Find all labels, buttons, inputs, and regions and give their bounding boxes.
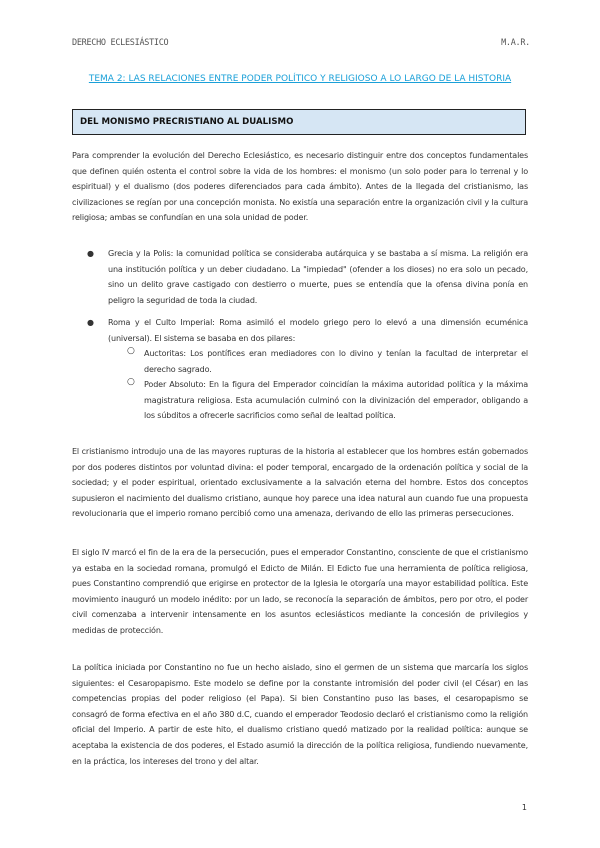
paragraph-constantino: El siglo IV marcó el fin de la era de la persecución, pues el emperador Constantino, consciente de que el cristianismo ya estaba en la sociedad romana, promulgó el Edicto de Milán. El Edicto fue una herramienta de política religiosa, pues Constantino comprendió que erigirse en protector de la Iglesia le otorgaría una mayor estabilidad política. Este movimiento inauguró un modelo inédito: por un lado, se reconocía la separación de ámbitos, pero por otro, el poder civil comenzaba a intervenir intensamente en los asuntos eclesiásticos mediante la concesión de privilegios y medidas de protección. <box>72 548 528 635</box>
sub-bullet-marker: ○ <box>127 346 135 356</box>
running-header-right: M.A.R. <box>501 38 530 48</box>
bullet-grecia: Grecia y la Polis: la comunidad política se consideraba autárquica y se bastaba a sí misma. La religión era una institución política y un deber ciudadano. La "impiedad" (ofender a los dioses) no era solo un pecado, sino un delito grave castigado con destierro o muerte, pues se entendía que la ofensa divina ponía en peligro la seguridad de toda la ciudad. <box>108 249 528 305</box>
paragraph-dualismo: El cristianismo introdujo una de las mayores rupturas de la historia al establecer que los hombres están gobernados por dos poderes distintos por voluntad divina: el poder temporal, encargado de la ordenación política y social de la sociedad; y el poder espiritual, orientado exclusivamente a la salvación eterna del hombre. Estos dos conceptos supusieron el nacimiento del dualismo cristiano, aunque hoy parece una idea natural aun cuando fue una propuesta revolucionaria que el imperio romano percibió como una amenaza, derivando de ello las primeras persecuciones. <box>72 447 528 519</box>
document-title: TEMA 2: LAS RELACIONES ENTRE PODER POLÍTICO Y RELIGIOSO A LO LARGO DE LA HISTORIA <box>88 74 512 84</box>
sub-bullet-marker: ○ <box>127 377 135 387</box>
bullet-marker: ● <box>87 318 94 327</box>
bullet-roma: Roma y el Culto Imperial: Roma asimiló el modelo griego pero lo elevó a una dimensión ecuménica (universal). El sistema se basaba en dos pilares: <box>108 318 528 343</box>
sub-bullet-auctoritas: Auctoritas: Los pontífices eran mediadores con lo divino y tenían la facultad de interpretar el derecho sagrado. <box>144 349 528 374</box>
running-header-left: DERECHO ECLESIÁSTICO <box>72 38 169 48</box>
bullet-marker: ● <box>87 249 94 258</box>
page-number: 1 <box>521 803 527 812</box>
section-heading-box <box>72 109 526 135</box>
sub-bullet-poder-absoluto: Poder Absoluto: En la figura del Emperador coincidían la máxima autoridad política y la máxima magistratura religiosa. Esta acumulación culminó con la divinización del emperador, obligando a los súbditos a ofrecerle sacrificios como señal de lealtad política. <box>144 380 528 421</box>
section-heading: DEL MONISMO PRECRISTIANO AL DUALISMO <box>80 117 294 127</box>
paragraph-intro: Para comprender la evolución del Derecho Eclesiástico, es necesario distinguir entre dos conceptos fundamentales que definen quién ostenta el control sobre la vida de los hombres: el monismo (un solo poder para lo terrenal y lo espiritual) y el dualismo (dos poderes diferenciados para cada ámbito). Antes de la llegada del cristianismo, las civilizaciones se regían por una concepción monista. No existía una separación entre la organización civil y la cultura religiosa; ambas se confundían en una sola unidad de poder. <box>72 151 528 223</box>
paragraph-cesaropapismo: La política iniciada por Constantino no fue un hecho aislado, sino el germen de un sistema que marcaría los siglos siguientes: el Cesaropapismo. Este modelo se define por la constante intromisión del poder civil (el César) en las competencias propias del poder religioso (el Papa). Si bien Constantino puso las bases, el cesaropapismo se consagró de forma efectiva en el año 380 d.C, cuando el emperador Teodosio declaró el cristianismo como la religión oficial del Imperio. A partir de este hito, el dualismo cristiano quedó matizado por la realidad política: aunque se aceptaba la existencia de dos poderes, el Estado asumió la dirección de la política religiosa, fundiendo nuevamente, en la práctica, los intereses del trono y del altar. <box>72 663 528 766</box>
